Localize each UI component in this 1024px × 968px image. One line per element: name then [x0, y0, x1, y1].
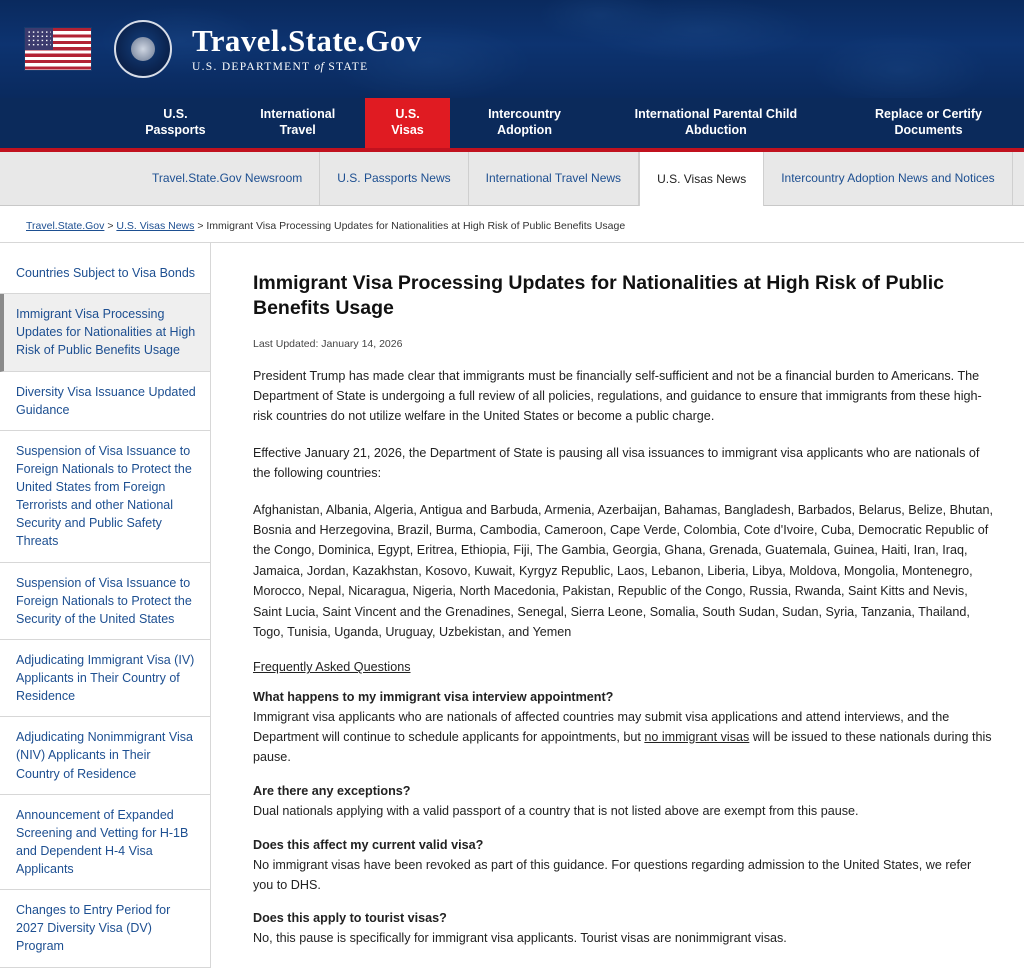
nav-item-us-passports[interactable]: U.S. Passports	[145, 107, 206, 137]
site-header-banner	[0, 0, 1024, 98]
faq-answer: No immigrant visas have been revoked as part of this guidance. For questions regarding admission to the United States, we refer you to DHS.	[253, 857, 972, 892]
sidebar-navigation	[0, 243, 211, 968]
faq-question: Does this affect my current valid visa?	[253, 837, 484, 852]
sidebar-item-adjudicating-nonimmigrant-visa-applicants[interactable]: Adjudicating Nonimmigrant Visa (NIV) Applicants in Their Country of Residence	[0, 717, 210, 794]
intro-paragraph: President Trump has made clear that immigrants must be financially self-sufficient and not be a financial burden to Americans. The Department of State is undergoing a full review of all policies, regulations, and guidance to ensure that immigrants from these high-risk countries do not utilize welfare in the United States or become a public charge.	[253, 368, 982, 424]
faq-section-heading: Frequently Asked Questions	[253, 660, 411, 675]
department-of-state-seal-icon	[114, 20, 172, 78]
site-title: Travel.State.Gov	[192, 23, 422, 59]
site-branding[interactable]	[192, 25, 422, 73]
last-updated-date: Last Updated: January 14, 2026	[253, 337, 403, 350]
nav-item-international-parental-child-abduction[interactable]: International Parental Child Abduction	[634, 107, 798, 137]
sidebar-item-immigrant-visa-processing-updates[interactable]: Immigrant Visa Processing Updates for Nationalities at High Risk of Public Benefits Usage	[0, 294, 210, 371]
page-layout	[0, 243, 1024, 968]
tab-travel-state-gov-newsroom[interactable]: Travel.State.Gov Newsroom	[135, 152, 320, 205]
affected-countries-list: Afghanistan, Albania, Algeria, Antigua and Barbuda, Armenia, Azerbaijan, Bahamas, Bangladesh, Barbados, Belarus, Belize, Bhutan, Bosnia and Herzegovina, Brazil, Burma, Cambodia, Cameroon, Cape Verde, Colombia, Cote d'Ivoire, Cuba, Democratic Republic of the Congo, Dominica, Egypt, Eritrea, Ethiopia, Fiji, The Gambia, Georgia, Ghana, Grenada, Guatemala, Guinea, Haiti, Iran, Iraq, Jamaica, Jordan, Kazakhstan, Kosovo, Kuwait, Kyrgyz Republic, Laos, Lebanon, Liberia, Libya, Moldova, Mongolia, Montenegro, Morocco, Nepal, Nicaragua, Nigeria, North Macedonia, Pakistan, Republic of the Congo, Russia, Rwanda, Saint Kitts and Nevis, Saint Lucia, Saint Vincent and the Grenadines, Senegal, Sierra Leone, Somalia, South Sudan, Sudan, Syria, Tanzania, Thailand, Togo, Tunisia, Uganda, Uruguay, Uzbekistan, and Yemen	[253, 502, 994, 639]
sidebar-item-adjudicating-immigrant-visa-applicants[interactable]: Adjudicating Immigrant Visa (IV) Applicants in Their Country of Residence	[0, 640, 210, 717]
breadcrumb-separator-2: >	[197, 220, 204, 232]
faq-answer: Dual nationals applying with a valid passport of a country that is not listed above are exempt from this pause.	[253, 803, 859, 818]
faq-answer-post: will be issued to these nationals during this pause.	[253, 730, 992, 765]
faq-item	[253, 688, 994, 768]
faq-item	[253, 836, 994, 896]
tab-intercountry-adoption-news-and-notices[interactable]: Intercountry Adoption News and Notices	[764, 152, 1012, 205]
nav-item-international-travel[interactable]: International Travel	[260, 107, 336, 137]
main-content	[211, 243, 1024, 963]
breadcrumb-separator-1: >	[107, 220, 114, 232]
faq-answer-pre: Immigrant visa applicants who are nationals of affected countries may submit visa applications and attend interviews, and the Department will continue to schedule applicants for appointments, but	[253, 710, 950, 745]
site-subtitle	[192, 61, 422, 73]
site-subtitle-pre: U.S. DEPARTMENT	[192, 60, 311, 73]
sidebar-item-countries-subject-to-visa-bonds[interactable]: Countries Subject to Visa Bonds	[0, 253, 210, 294]
tab-international-travel-news[interactable]: International Travel News	[469, 152, 639, 205]
breadcrumb-link-us-visas-news[interactable]: U.S. Visas News	[116, 220, 195, 232]
faq-question: Are there any exceptions?	[253, 783, 411, 798]
faq-answer: No, this pause is specifically for immigrant visa applicants. Tourist visas are nonimmigrant visas.	[253, 931, 787, 946]
breadcrumb-link-home[interactable]: Travel.State.Gov	[26, 220, 105, 232]
tab-us-passports-news[interactable]: U.S. Passports News	[320, 152, 468, 205]
site-subtitle-post: STATE	[328, 60, 369, 73]
sidebar-item-changes-to-entry-period-dv-2027[interactable]: Changes to Entry Period for 2027 Diversity Visa (DV) Program	[0, 890, 210, 967]
nav-item-us-visas[interactable]: U.S. Visas	[365, 98, 451, 148]
us-flag-icon	[24, 27, 92, 71]
faq-answer-underlined: no immigrant visas	[644, 730, 750, 745]
breadcrumb-current-page: Immigrant Visa Processing Updates for Nationalities at High Risk of Public Benefits Usage	[206, 220, 626, 232]
faq-item	[253, 909, 994, 949]
tab-us-visas-news[interactable]: U.S. Visas News	[639, 152, 764, 206]
breadcrumb	[0, 206, 1024, 243]
effective-date-paragraph: Effective January 21, 2026, the Department of State is pausing all visa issuances to immigrant visa applicants who are nationals of the following countries:	[253, 445, 980, 481]
faq-answer	[253, 708, 994, 768]
faq-question: What happens to my immigrant visa interview appointment?	[253, 690, 614, 705]
sidebar-item-diversity-visa-issuance-updated-guidance[interactable]: Diversity Visa Issuance Updated Guidance	[0, 372, 210, 431]
sidebar-item-suspension-security-of-united-states[interactable]: Suspension of Visa Issuance to Foreign Nationals to Protect the Security of the United States	[0, 563, 210, 640]
faq-question: Does this apply to tourist visas?	[253, 911, 447, 926]
sidebar-item-expanded-screening-h1b-h4[interactable]: Announcement of Expanded Screening and Vetting for H-1B and Dependent H-4 Visa Applicants	[0, 795, 210, 891]
nav-item-replace-or-certify-documents[interactable]: Replace or Certify Documents	[875, 107, 983, 137]
faq-item	[253, 782, 994, 822]
site-subtitle-of: of	[314, 60, 325, 73]
sidebar-item-suspension-foreign-terrorists[interactable]: Suspension of Visa Issuance to Foreign Nationals to Protect the United States from Foreign Terrorists and other National Security and Public Safety Threats	[0, 431, 210, 563]
nav-item-intercountry-adoption[interactable]: Intercountry Adoption	[488, 107, 561, 137]
primary-navigation	[0, 98, 1024, 152]
secondary-navigation	[0, 152, 1024, 206]
page-title: Immigrant Visa Processing Updates for Nationalities at High Risk of Public Benefits Usage	[253, 272, 944, 320]
